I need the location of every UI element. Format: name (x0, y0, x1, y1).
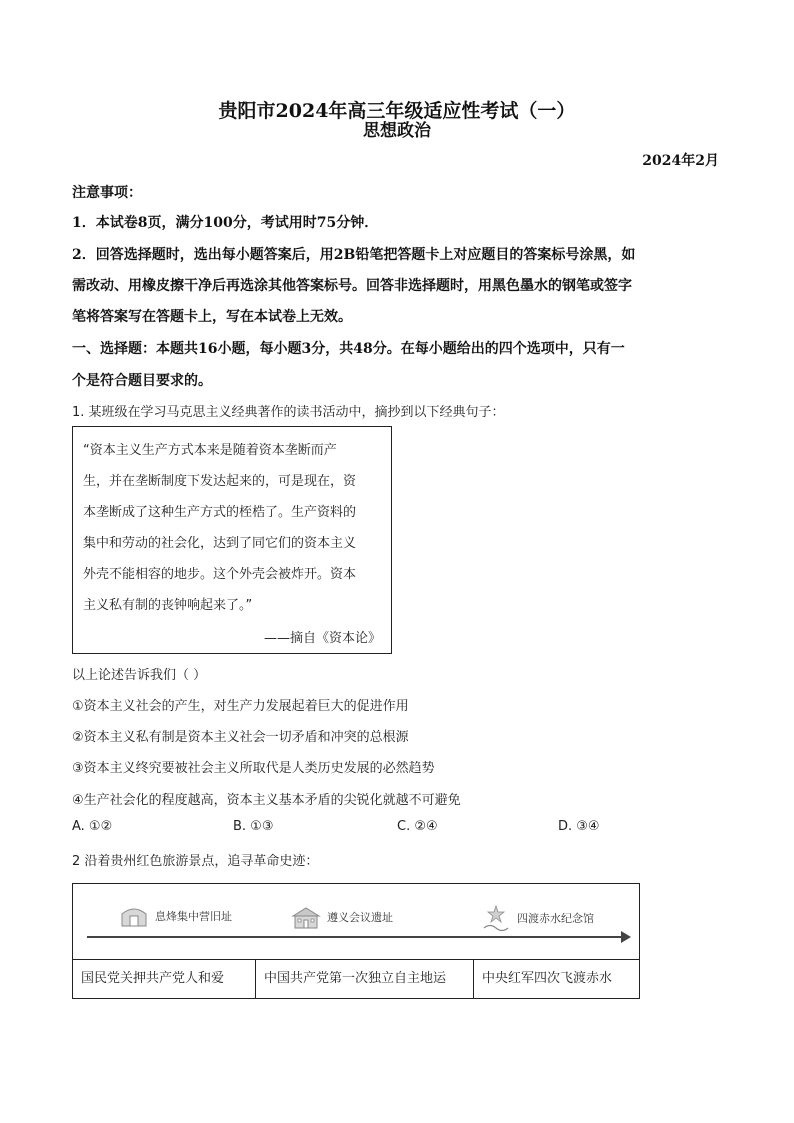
site-label: 遵义会议遗址 (327, 911, 393, 924)
quote-line: “资本主义生产方式本来是随着资本垄断而产 (83, 443, 337, 458)
question-1-stem: 1. 某班级在学习马克思主义经典著作的读书活动中，摘抄到以下经典句子： (72, 405, 505, 420)
quote-line: 集中和劳动的社会化，达到了同它们的资本主义 (83, 536, 357, 551)
route-site (119, 904, 232, 928)
option-c: C. ②④ (397, 819, 438, 834)
monument-icon (481, 904, 511, 932)
quote-line: 生，并在垄断制度下发达起来的，可是现在，资 (83, 474, 357, 489)
notice-item-2-line1: 2．回答选择题时，选出每小题答案后，用2B铅笔把答题卡上对应题目的答案标号涂黑，如 (72, 247, 636, 263)
site-description-cell: 中国共产党第一次独立自主地运 (255, 959, 473, 999)
option-d: D. ③④ (558, 819, 600, 834)
option-b: B. ①③ (233, 819, 274, 834)
route-site (291, 904, 393, 930)
section-heading-line1: 一、选择题：本题共16小题，每小题3分，共48分。在每小题给出的四个选项中，只有一 (72, 341, 625, 357)
subject-title: 思想政治 (363, 121, 431, 141)
exam-title: 贵阳市2024年高三年级适应性考试（一） (218, 100, 576, 122)
site-label: 四渡赤水纪念馆 (517, 912, 594, 925)
site-label: 息烽集中营旧址 (155, 910, 232, 923)
route-arrow-line (87, 936, 627, 938)
site-description-cell: 国民党关押共产党人和爱 (81, 971, 225, 986)
quote-line: 本垄断成了这种生产方式的桎梏了。生产资料的 (83, 505, 357, 520)
exam-date: 2024年2月 (642, 153, 719, 169)
statement-4: ④生产社会化的程度越高，资本主义基本矛盾的尖锐化就越不可避免 (72, 793, 461, 808)
quote-source: ——摘自《资本论》 (263, 631, 381, 646)
route-diagram (73, 884, 639, 960)
building-icon (291, 904, 321, 930)
statement-2: ②资本主义私有制是资本主义社会一切矛盾和冲突的总根源 (72, 730, 409, 745)
notice-item-2-line3: 笔将答案写在答题卡上，写在本试卷上无效。 (72, 309, 352, 325)
notice-item-1: 1．本试卷8页，满分100分，考试用时75分钟． (72, 215, 379, 231)
statement-3: ③资本主义终究要被社会主义所取代是人类历史发展的必然趋势 (72, 761, 435, 776)
quote-line: 外壳不能相容的地步。这个外壳会被炸开。资本 (83, 567, 357, 582)
gate-icon (119, 904, 149, 928)
question-2-stem: 2 沿着贵州红色旅游景点，追寻革命史迹： (72, 854, 319, 869)
quote-line: 主义私有制的丧钟响起来了。” (83, 598, 253, 613)
notice-heading: 注意事项： (72, 185, 142, 201)
quote-box (72, 426, 392, 654)
route-site (481, 904, 594, 932)
statement-1: ①资本主义社会的产生，对生产力发展起着巨大的促进作用 (72, 699, 409, 714)
site-description-cell: 中央红军四次飞渡赤水 (473, 959, 639, 999)
red-tour-route-table (72, 883, 640, 999)
section-heading-line2: 个是符合题目要求的。 (72, 373, 212, 389)
question-1-prompt: 以上论述告诉我们（ ） (72, 668, 207, 683)
notice-item-2-line2: 需改动、用橡皮擦干净后再选涂其他答案标号。回答非选择题时，用黑色墨水的钢笔或签字 (72, 278, 632, 294)
option-a: A. ①② (72, 819, 113, 834)
arrow-right-icon (621, 931, 631, 943)
